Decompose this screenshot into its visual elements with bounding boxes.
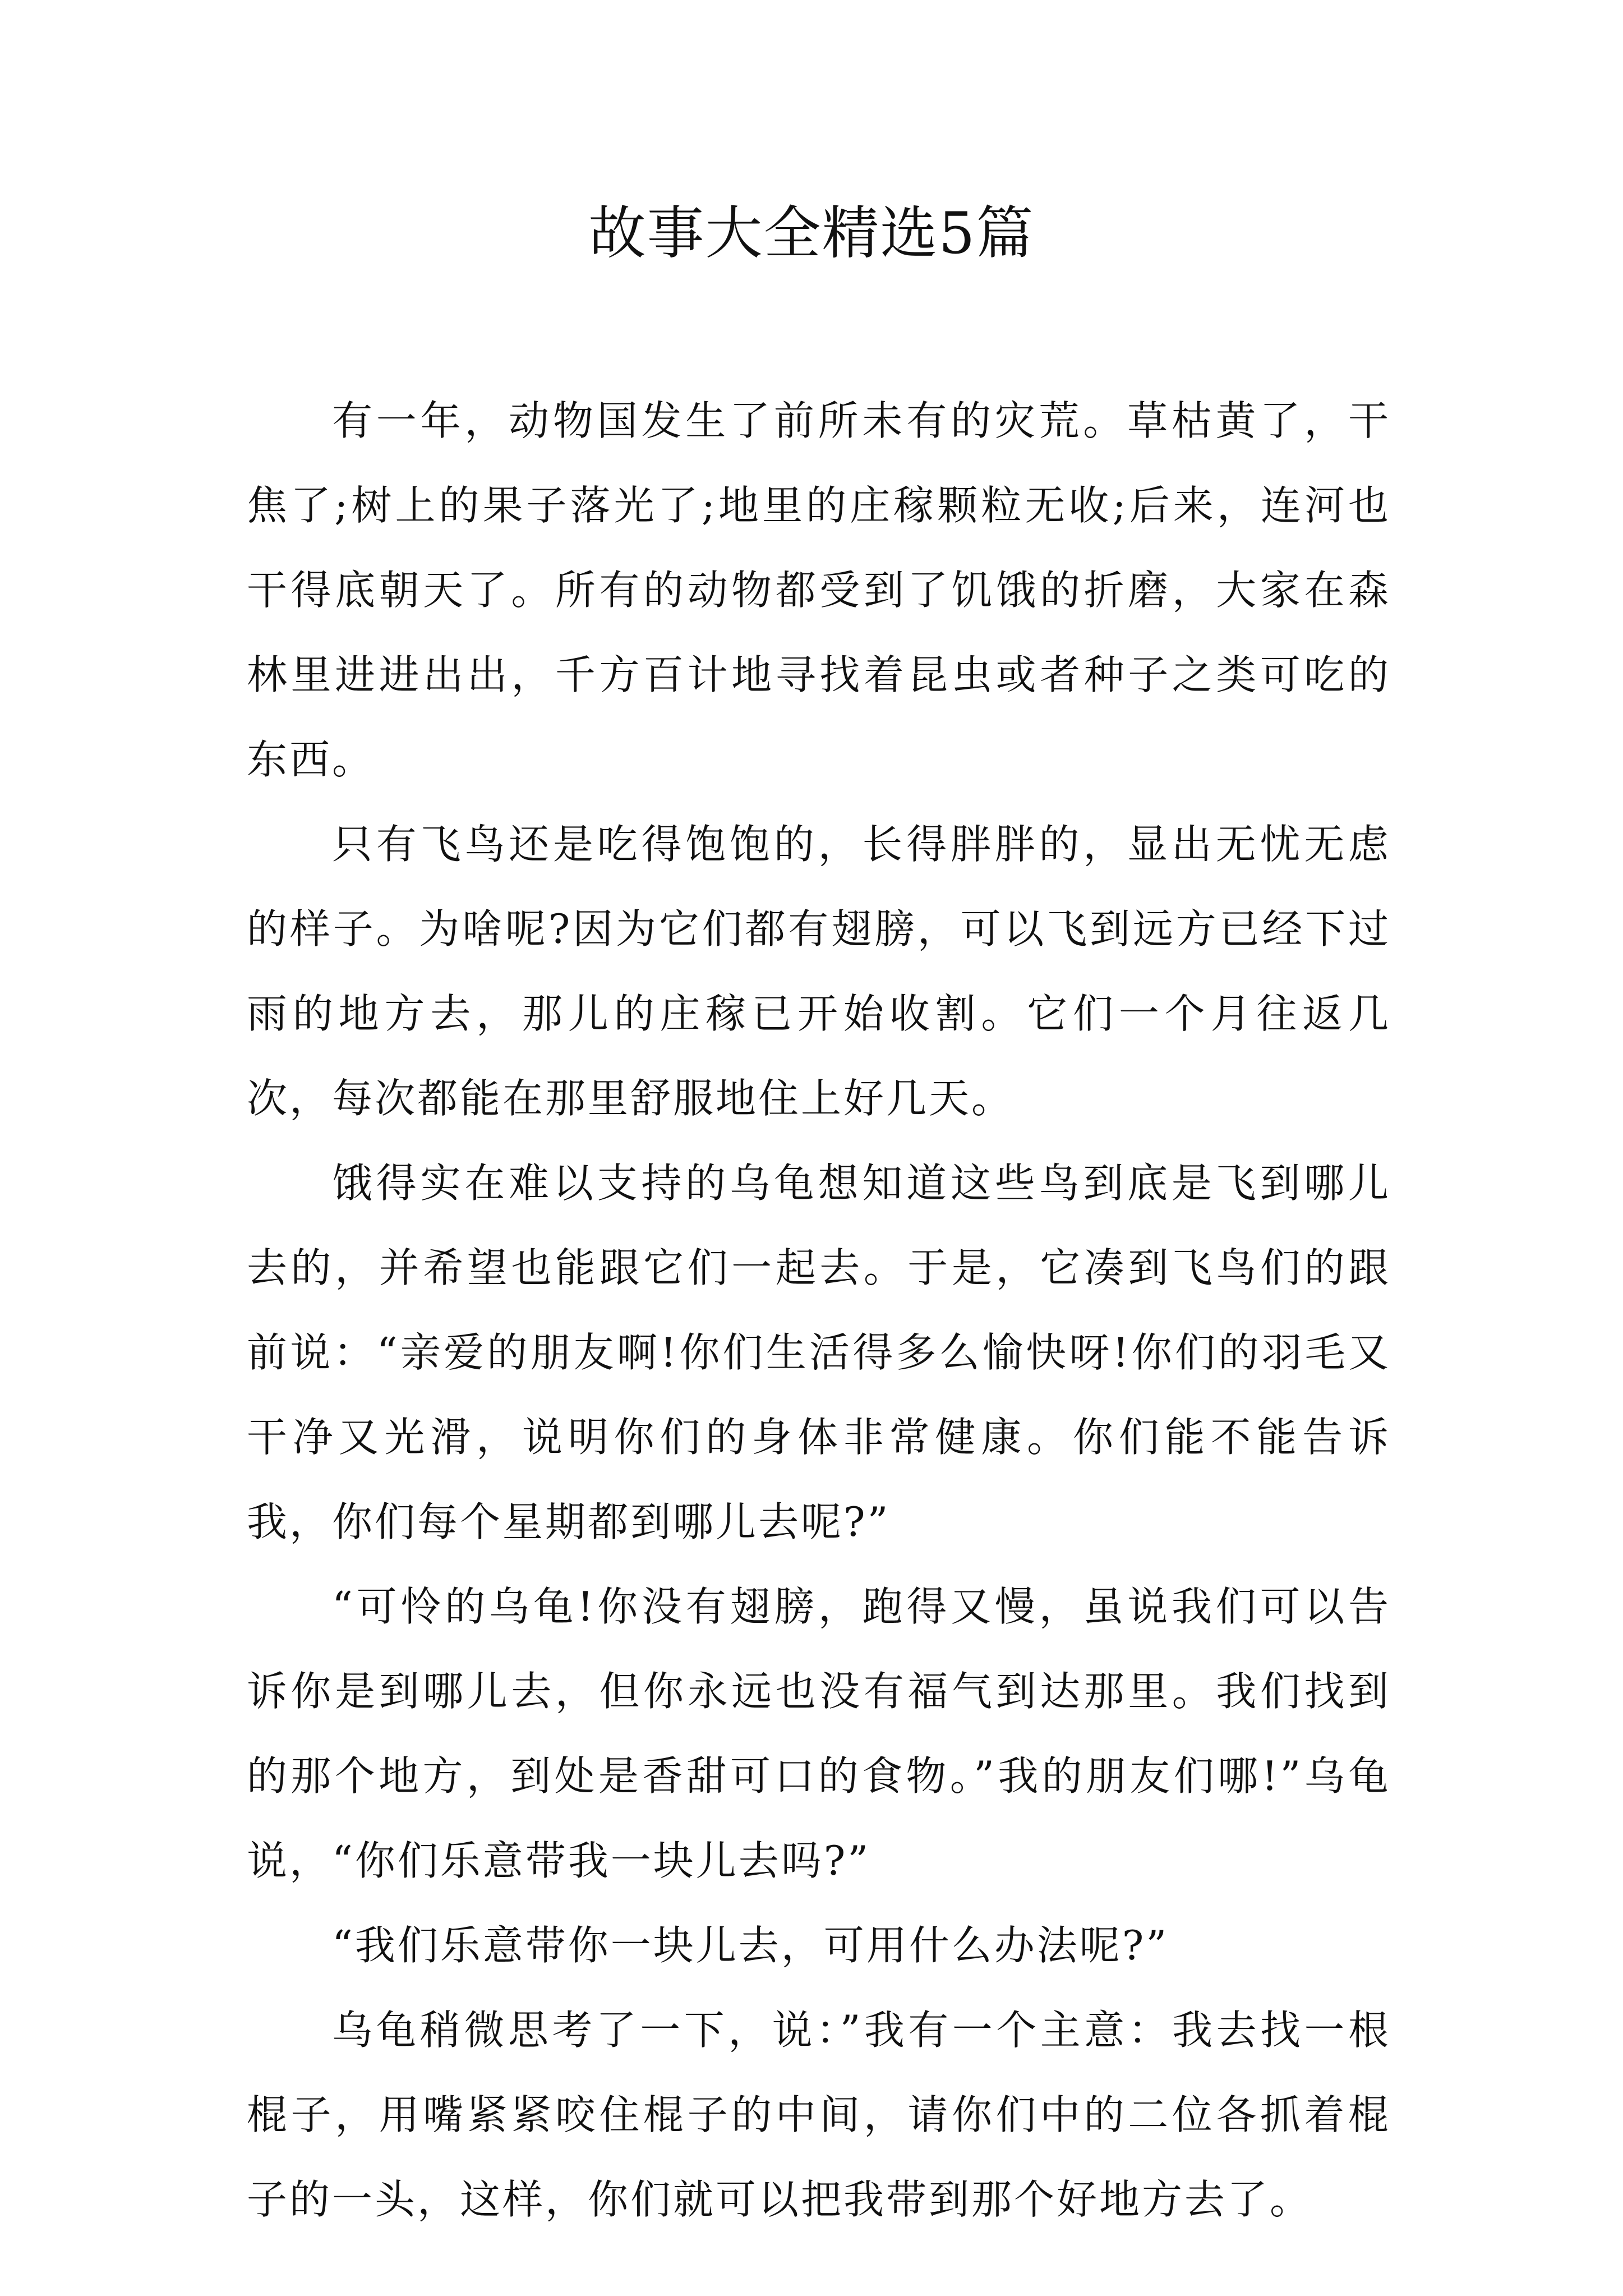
paragraph-6: 乌龟稍微思考了一下，说：”我有一个主意：我去找一根棍子，用嘴紧紧咬住棍子的中间，请你们中的二位各抓着棍子的一头，这样，你们就可以把我带到那个好地方去了。 [247, 2007, 1391, 2223]
paragraph-1: 有一年，动物国发生了前所未有的灾荒。草枯黄了，干焦了;树上的果子落光了;地里的庄稼颗粒无收;后来，连河也干得底朝天了。所有的动物都受到了饥饿的折磨，大家在森林里进进出出，千方百计地寻找着昆虫或者种子之类可吃的东西。 [247, 397, 1391, 783]
document-title: 故事大全精选5篇 [588, 200, 1035, 267]
paragraph-2: 只有飞鸟还是吃得饱饱的，长得胖胖的，显出无忧无虑的样子。为啥呢?因为它们都有翅膀，可以飞到远方已经下过雨的地方去，那儿的庄稼已开始收割。它们一个月往返几次，每次都能在那里舒服地住上好几天。 [247, 821, 1391, 1122]
document-body [247, 379, 1391, 2242]
paragraph-5: “我们乐意带你一块儿去，可用什么办法呢?” [332, 1922, 1169, 1969]
paragraph-4: “可怜的乌龟!你没有翅膀，跑得又慢，虽说我们可以告诉你是到哪儿去，但你永远也没有福气到达那里。我们找到的那个地方，到处是香甜可口的食物。”我的朋友们哪!”乌龟说，“你们乐意带我一块儿去吗?” [247, 1583, 1391, 1884]
paragraph-3: 饿得实在难以支持的乌龟想知道这些鸟到底是飞到哪儿去的，并希望也能跟它们一起去。于是，它凑到飞鸟们的跟前说：“亲爱的朋友啊!你们生活得多么愉快呀!你们的羽毛又干净又光滑，说明你们的身体非常健康。你们能不能告诉我，你们每个星期都到哪儿去呢?” [247, 1159, 1391, 1545]
